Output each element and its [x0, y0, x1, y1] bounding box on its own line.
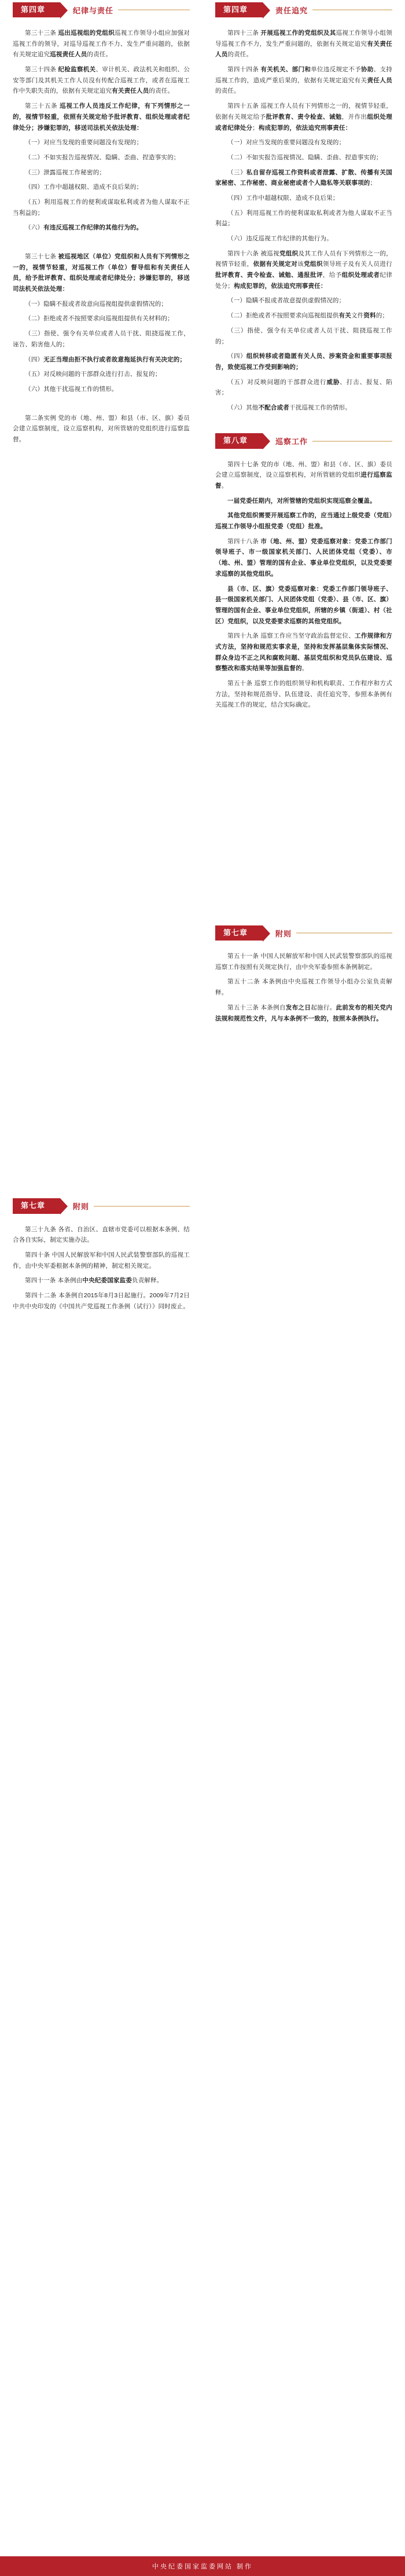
- spacer: [13, 449, 190, 536]
- article-35-item-6: （六）有违反巡视工作纪律的其他行为的。: [25, 224, 143, 232]
- chapter-plate: 第七章: [13, 1198, 60, 1213]
- article-46-item-2: （二）拒绝或者不按照要求向巡视组提供有关文件资料的；: [227, 312, 389, 320]
- article-51: 第五十一条 中国人民解放军和中国人民武装警察部队的巡视巡察工作按照有关规定执行，由中央军委参照本条例制定。: [215, 953, 392, 971]
- article-48-p2: 县（市、区、旗）党委巡察对象：党委工作部门领导班子、县一级国家机关部门、人民团体党组（党委）、县（市、区、旗）管理的国有企业、事业单位党组织，所辖的乡镇（街道）、村（社区）党组织，以及党委要求巡察的其他党组织。: [215, 585, 392, 625]
- article-42: 第四十二条 本条例自2015年8月3日起施行。2009年7月2日中共中央印发的《中国共产党巡视工作条例（试行）》同时废止。: [13, 1292, 190, 1310]
- article-35-item-2: （二）不如实报告巡视情况、隐瞒、歪曲、捏造事实的；: [25, 153, 180, 161]
- article-49: 第四十九条 巡察工作应当坚守政治监督定位、工作规律和方式方法，坚持和规范实事求是，坚持和发挥基层集体实际情况、群众身边不正之风和腐败问题、基层党组织和党员队伍建设、巡察整改和落实结果等加强监督的。: [215, 632, 392, 672]
- article-53: 第五十三条 本条例自发布之日起施行。此前发布的相关党内法规和规范性文件，凡与本条例不一致的，按照本条例执行。: [215, 1004, 392, 1022]
- article-43: 第四十三条 开展巡视工作的党组织及其巡视工作领导小组领导巡视工作不力，发生严重问题的，依据有关规定追究有关责任人员的责任。: [215, 30, 392, 58]
- spacer: [215, 715, 392, 802]
- article-47-p3: 其他党组织需要开展巡察工作的，应当通过上级党委（党组）巡视工作领导小组报党委（党组）批准。: [215, 512, 392, 530]
- article-46-item-4: （四）组织转移或者隐匿有关人员、涉案资金和重要事项报告，致使巡视工作受到影响的；: [215, 353, 392, 371]
- spacer: [13, 399, 190, 413]
- spacer: [13, 1058, 190, 1144]
- spacer: [215, 418, 392, 431]
- article-45-item-1: （一）对应当发现的重要问题没有发现的；: [227, 139, 345, 147]
- spacer: [13, 1144, 190, 1196]
- article-37-item-4: （四）无正当理由拒不执行或者故意拖延执行有关决定的；: [25, 356, 186, 363]
- page-footer: 中央纪委国家监委网站 制作: [0, 2556, 405, 2576]
- chapter-plate: 第四章: [13, 2, 60, 17]
- article-41: 第四十一条 本条例由中央纪委国家监委负责解释。: [25, 1277, 163, 1285]
- chapter-title: 责任追究: [275, 6, 308, 15]
- article-35-item-1: （一）对应当发现的重要问题没有发现的；: [25, 139, 143, 147]
- chapter-banner-right-4: [215, 0, 392, 20]
- article-39: 第三十九条 各省、自治区、直辖市党委可以根据本条例、结合各自实际，制定实施办法。: [13, 1225, 190, 1244]
- article-35-item-3: （三）泄露巡视工作秘密的；: [25, 169, 106, 176]
- article-35-item-5: （五）利用巡视工作的便利或谋取私利或者为他人谋取不正当利益的；: [13, 198, 190, 217]
- banner-rule: [118, 9, 190, 10]
- right-column: [203, 0, 405, 1028]
- article-37-item-5: （五）对反映问题的干部群众进行打击、报复的；: [25, 371, 161, 378]
- article-46-item-5: （五）对反映问题的干部群众进行威胁、打击、报复、陷害；: [215, 378, 392, 397]
- article-45-item-3: （三）私自留存巡视工作资料或者泄露、扩散、传播有关国家秘密、工作秘密、商业秘密或者个人隐私等关联事项的；: [215, 169, 392, 187]
- chapter-banner-right-7: [215, 923, 392, 943]
- article-46-item-3: （三）指使、强令有关单位或者人员干扰、阻挠巡视工作的；: [215, 327, 392, 345]
- chapter-banner-left-7: [13, 1196, 190, 1216]
- spacer: [215, 802, 392, 888]
- article-37-item-3: （三）指使、强令有关单位或者人员干扰、阻挠巡视工作，诬告、陷害他人的；: [13, 330, 190, 348]
- article-37-item-6: （六）其他干扰巡视工作的情形。: [25, 385, 118, 393]
- article-44: 第四十四条 有关机关、部门和单位违反规定不予协助、支持巡视工作的，造成严重后果的，依据有关规定追究有关责任人员的责任。: [215, 66, 393, 95]
- article-45-item-6: （六）违反巡视工作纪律的其他行为。: [227, 235, 333, 242]
- spacer: [215, 888, 392, 923]
- banner-rule: [296, 932, 392, 934]
- article-46-item-6: （六）其他不配合或者干扰巡视工作的情形。: [227, 404, 351, 411]
- article-46: 第四十六条 被巡视党组织及其工作人员有下列情形之一的，视情节轻重，依据有关规定对该党组织领导班子及有关人员进行批评教育、责令检查、诫勉、通报批评，给予组织处理或者纪律处分；构成犯罪的，依法追究刑事责任：: [215, 250, 393, 290]
- chapter-title: 附则: [73, 1202, 90, 1212]
- article-45: 第四十五条 巡视工作人员有下列情形之一的，视情节轻重，依据有关规定给予批评教育、责令检查、诫勉，并作出组织处理或者纪律处分；构成犯罪的，依法追究刑事责任：: [215, 103, 392, 131]
- article-47-p2: 一届党委任期内，对所管辖的党组织实现巡察全覆盖。: [227, 497, 376, 504]
- banner-rule: [312, 9, 392, 10]
- article-48: 第四十八条 市（地、州、盟）党委巡察对象：党委工作部门领导班子、市一级国家机关部门、人民团体党组（党委）、市（地、州、盟）管理的国有企业、事业单位党组织，以及党委要求巡察的其他党组织。: [215, 537, 392, 577]
- article-2-supplement: 第二条实例 党的市（地、州、盟）和县（市、区、旗）委员会建立巡察制度，设立巡察机构，对所管辖的党组织进行巡察监督。: [13, 414, 190, 443]
- spacer: [13, 797, 190, 884]
- article-46-item-1: （一）隐瞒不报或者故意提供虚假情况的；: [227, 297, 345, 305]
- article-52: 第五十二条 本条例由中央巡视工作领导小组办公室负责解释。: [215, 978, 392, 997]
- spacer: [13, 623, 190, 710]
- spacer: [13, 971, 190, 1058]
- article-35: 第三十五条 巡视工作人员违反工作纪律，有下列情形之一的，视情节轻重，依照有关规定给予批评教育、组织处理或者纪律处分；涉嫌犯罪的，移送司法机关依法处理：: [13, 103, 190, 131]
- article-35-item-4: （四）工作中超越权限、造成不良后果的；: [25, 184, 143, 191]
- banner-rule: [312, 441, 392, 442]
- chapter-title: 附则: [275, 929, 292, 938]
- article-37: 第三十七条 被巡视地区（单位）党组织和人员有下列情形之一的，视情节轻重，对巡视工作（单位）督导组和有关责任人员，给予批评教育、组织处理或者纪律处分；涉嫌犯罪的，移送司法机关依法处理：: [13, 253, 190, 293]
- article-45-item-4: （四）工作中超越权限、造成不良后果；: [227, 194, 339, 202]
- chapter-title: 纪律与责任: [73, 6, 114, 15]
- article-37-item-1: （一）隐瞒不报或者故意向巡视组提供虚假情况的；: [25, 300, 168, 308]
- article-34: 第三十四条 纪检监察机关、审计机关、政法机关和组织、公安等部门及其机关工作人员没有传配合巡视工作，或者在巡视工作中失职失责的，依据有关规定追究有关责任人员的责任。: [13, 66, 190, 95]
- spacer: [13, 237, 190, 251]
- chapter-plate: 第七章: [215, 925, 263, 941]
- article-50: 第五十条 巡察工作的组织领导和机构职责、工作程序和方式方法，坚持和规范指导、队伍建设、责任追究等，参照本条例有关巡视工作的规定，结合实际确定。: [215, 680, 392, 709]
- article-37-item-2: （二）拒绝或者不按照要求向巡视组提供有关材料的；: [25, 315, 174, 323]
- article-47: 第四十七条 党的市（地、州、盟）和县（市、区、旗）委员会建立巡察制度，设立巡察机构，对所管辖的党组织进行巡察监督。: [215, 460, 392, 489]
- spacer: [13, 536, 190, 623]
- article-45-item-2: （二）不如实报告巡视情况、隐瞒、歪曲、捏造事实的；: [227, 153, 382, 161]
- article-45-item-5: （五）利用巡视工作的便利谋取私利或者为他人谋取不正当利益；: [215, 209, 392, 228]
- chapter-plate: 第八章: [215, 433, 263, 448]
- article-40: 第四十条 中国人民解放军和中国人民武装警察部队的巡视工作，由中央军委根据本条例的精神，制定相关规定。: [13, 1252, 190, 1269]
- chapter-banner-left-4: [13, 0, 190, 20]
- left-column: [0, 0, 203, 1316]
- spacer: [13, 884, 190, 971]
- chapter-banner-right-8: [215, 431, 392, 451]
- chapter-title: 巡察工作: [275, 437, 308, 447]
- chapter-plate: 第四章: [215, 2, 263, 17]
- article-33: 第三十三条 巡出巡视组的党组织巡视工作领导小组应加强对巡视工作的领导，对巡导巡视工作不力、发生严重问题的，依据有关规定追究巡视责任人员的责任。: [13, 30, 190, 58]
- spacer: [13, 710, 190, 797]
- banner-rule: [94, 1206, 190, 1207]
